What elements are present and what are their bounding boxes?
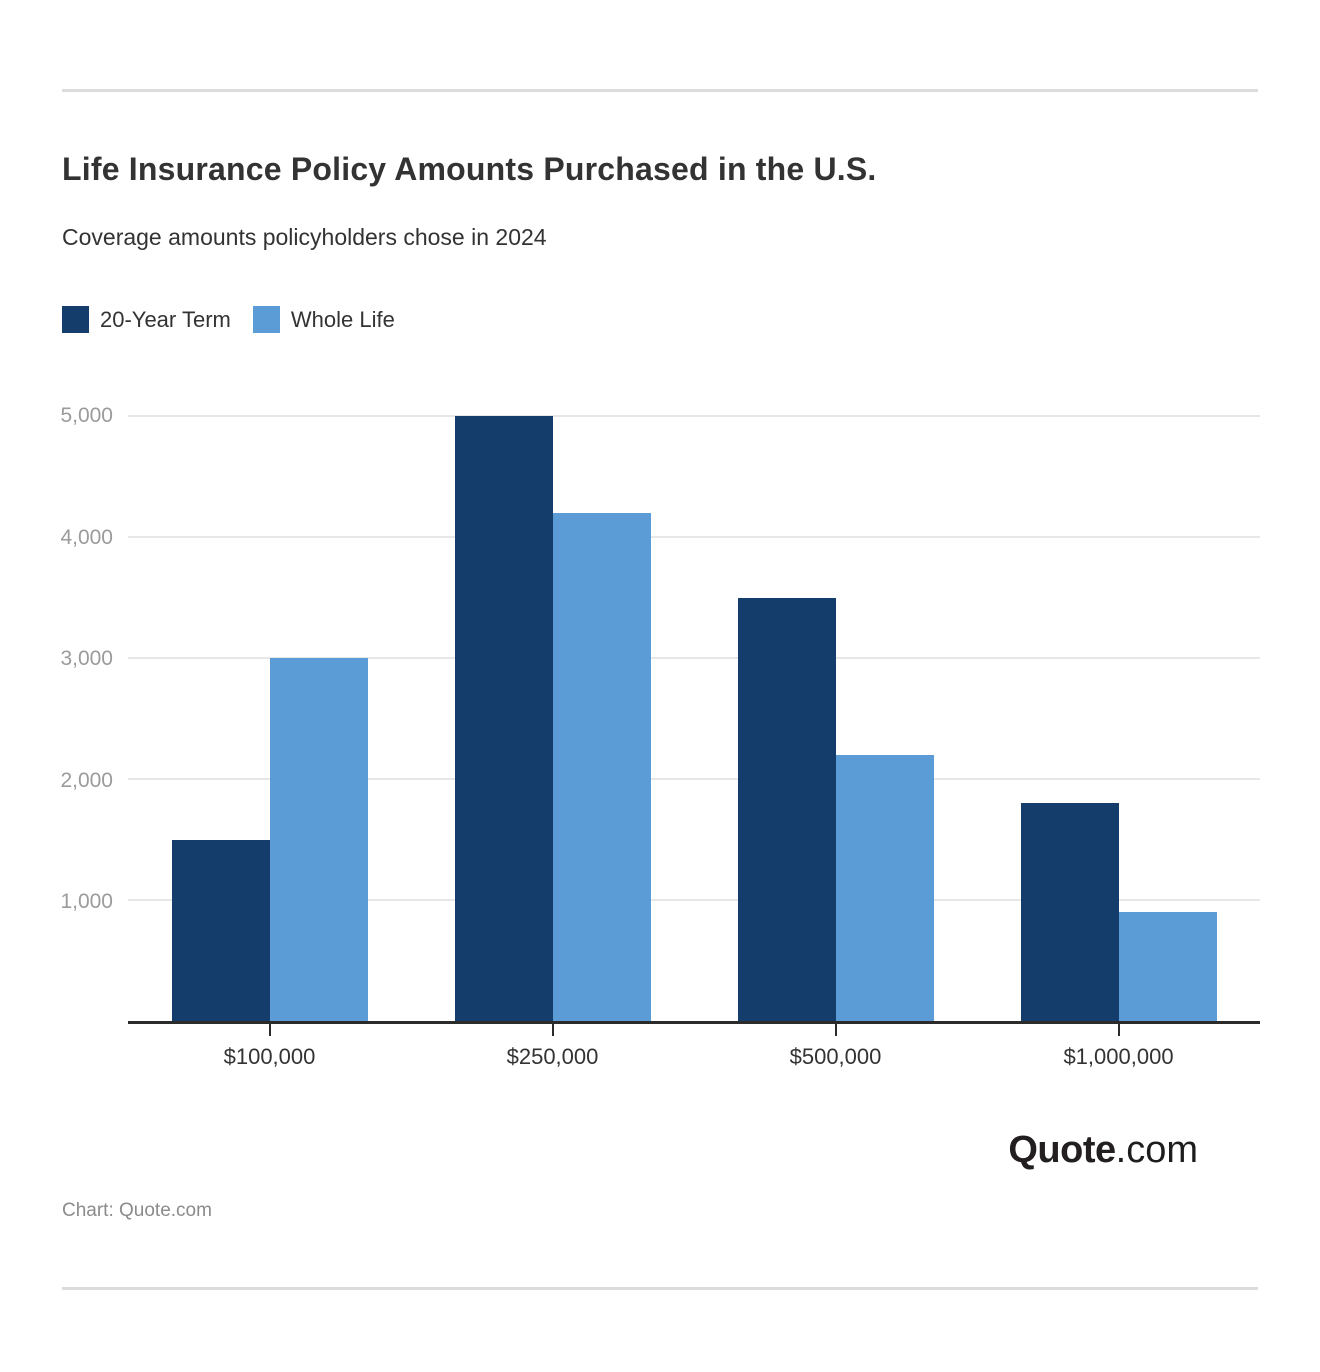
x-tick-2 (552, 1024, 554, 1036)
bar-group-4 (977, 416, 1260, 1021)
bar-whole-life-2 (553, 513, 651, 1021)
legend-label-whole-life: Whole Life (290, 306, 395, 332)
bar-group-1 (128, 416, 411, 1021)
page-subtitle: Coverage amounts policyholders chose in 2024 (62, 224, 547, 250)
x-tick-label-4: $1,000,000 (1063, 1044, 1174, 1069)
x-axis-labels (128, 1044, 1260, 1074)
bar-whole-life-3 (836, 755, 934, 1021)
legend (62, 306, 395, 333)
plot-area (128, 416, 1260, 1024)
bar-20-year-term-1 (172, 840, 270, 1022)
y-tick-label-2000: 2,000 (60, 768, 113, 792)
legend-item-whole-life (253, 306, 395, 333)
legend-item-20-year-term (62, 306, 231, 333)
chart-credit: Chart: Quote.com (62, 1200, 212, 1221)
bar-whole-life-4 (1119, 912, 1217, 1021)
legend-swatch-20-year-term (62, 306, 89, 333)
legend-label-20-year-term: 20-Year Term (100, 306, 231, 332)
bar-20-year-term-2 (455, 416, 553, 1021)
x-tick-3 (835, 1024, 837, 1036)
bar-20-year-term-3 (738, 598, 836, 1022)
bar-group-2 (411, 416, 694, 1021)
x-tick-1 (269, 1024, 271, 1036)
page-title: Life Insurance Policy Amounts Purchased in the U.S. (62, 151, 877, 187)
x-tick-label-1: $100,000 (223, 1044, 316, 1069)
y-tick-label-1000: 1,000 (60, 890, 113, 914)
brand-logo-bold: Quote (1008, 1129, 1116, 1171)
brand-logo (1008, 1128, 1198, 1172)
bar-whole-life-1 (270, 658, 368, 1021)
x-tick-label-3: $500,000 (789, 1044, 882, 1069)
legend-swatch-whole-life (253, 306, 280, 333)
bar-group-3 (694, 416, 977, 1021)
divider-top (62, 89, 1258, 92)
y-tick-label-3000: 3,000 (60, 647, 113, 671)
y-tick-label-5000: 5,000 (60, 404, 113, 427)
divider-bottom (62, 1287, 1258, 1290)
y-tick-label-4000: 4,000 (60, 525, 113, 549)
x-tick-label-2: $250,000 (506, 1044, 599, 1069)
brand-logo-light: .com (1115, 1129, 1198, 1171)
x-tick-4 (1118, 1024, 1120, 1036)
y-axis-labels (0, 404, 113, 1024)
bar-20-year-term-4 (1021, 803, 1119, 1021)
